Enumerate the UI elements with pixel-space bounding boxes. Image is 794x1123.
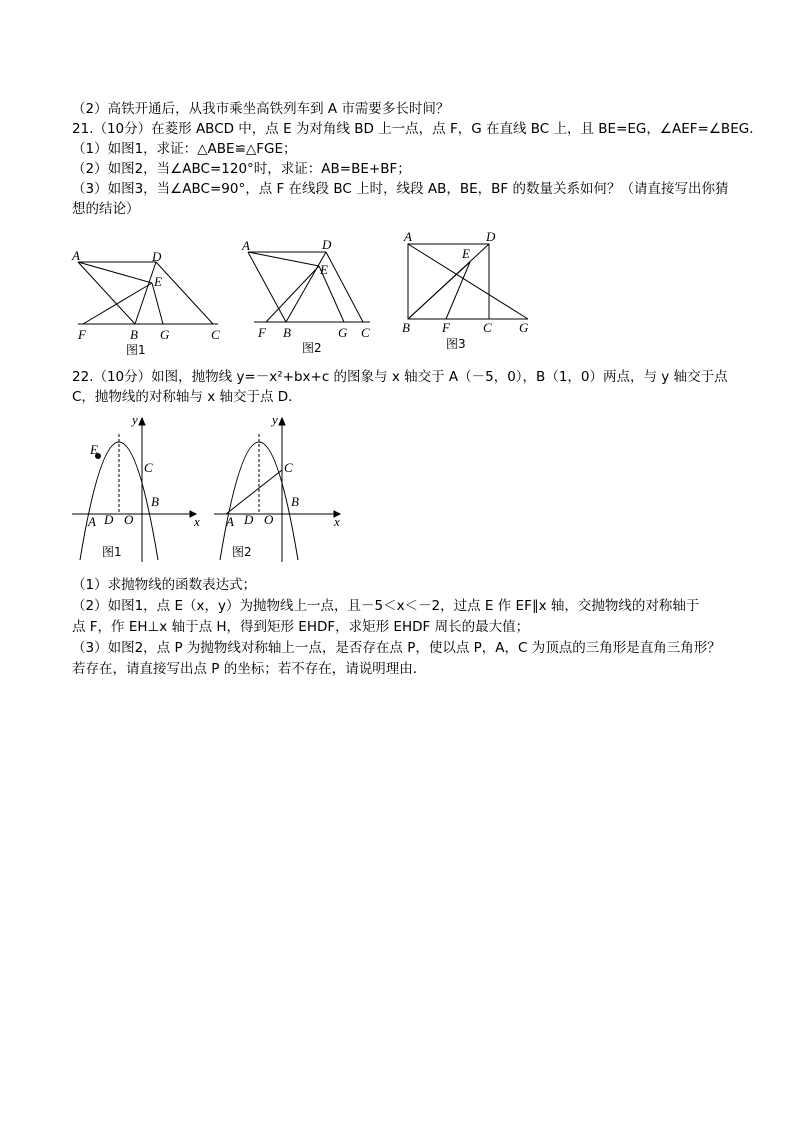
fig3-label-g: G <box>519 320 529 335</box>
fig2-label-f: F <box>258 325 266 340</box>
q22-figure-1 <box>66 410 206 566</box>
fig2-label-g: G <box>338 325 348 340</box>
q22f2-label-x: x <box>334 514 340 529</box>
q22-part3-cont: 若存在，请直接写出点 P 的坐标；若不存在，请说明理由． <box>72 661 427 677</box>
fig2-label-e: E <box>320 262 328 277</box>
fig3-label-a: A <box>404 229 412 244</box>
q22f2-label-a: A <box>226 514 234 529</box>
q22f1-label-a: A <box>88 514 96 529</box>
q22f2-label-b: B <box>291 494 299 509</box>
fig1-label-d: D <box>152 249 162 264</box>
fig3-label-e: E <box>462 246 470 261</box>
fig3-label-d: D <box>486 229 496 244</box>
q21-figure-3 <box>398 228 538 354</box>
q21-part1: （1）如图1，求证：△ABE≌△FGE； <box>72 141 297 157</box>
q21-figure-1 <box>68 244 228 360</box>
q22-stem-cont: C，抛物线的对称轴与 x 轴交于点 D． <box>72 389 302 405</box>
q22f2-label-c: C <box>284 460 293 475</box>
q22f2-label-d: D <box>244 512 254 527</box>
q22f1-label-d: D <box>104 512 114 527</box>
fig1-label-e: E <box>154 274 162 289</box>
fig2-label-a: A <box>242 238 250 253</box>
fig3-label-c: C <box>483 320 492 335</box>
q22f1-label-x: x <box>194 514 200 529</box>
q22f2-caption: 图2 <box>232 545 252 559</box>
q22f1-label-y: y <box>132 412 138 427</box>
fig1-label-f: F <box>78 327 86 342</box>
fig2-label-b: B <box>283 325 291 340</box>
q22f1-label-o: O <box>124 512 134 527</box>
q21-stem: 21.（10分）在菱形 ABCD 中，点 E 为对角线 BD 上一点，点 F，G 在直线 BC 上，且 BE=EG，∠AEF=∠BEG． <box>72 121 763 137</box>
q22f1-label-c: C <box>144 460 153 475</box>
q22-part3: （3）如图2，点 P 为抛物线对称轴上一点，是否存在点 P，使以点 P，A，C 为顶点的三角形是直角三角形？ <box>72 640 721 656</box>
q22f1-label-b: B <box>151 494 159 509</box>
q22-stem: 22.（10分）如图，抛物线 y=－x²+bx+c 的图象与 x 轴交于 A（－5，0），B（1，0）两点，与 y 轴交于点 <box>72 369 728 385</box>
fig1-label-g: G <box>160 327 170 342</box>
fig1-label-c: C <box>211 327 220 342</box>
q22-figure-2 <box>206 410 346 566</box>
q22f2-label-y: y <box>272 412 278 427</box>
fig1-label-a: A <box>72 248 80 263</box>
fig2-label-c: C <box>361 325 370 340</box>
q22-part2-cont: 点 F，作 EH⊥x 轴于点 H，得到矩形 EHDF，求矩形 EHDF 周长的最大值； <box>72 619 530 635</box>
q22-part1: （1）求抛物线的函数表达式； <box>72 577 257 593</box>
q22f1-label-e: E <box>90 442 98 457</box>
fig1-label-b: B <box>130 327 138 342</box>
q21-figure-2 <box>238 236 378 356</box>
fig3-caption: 图3 <box>446 337 466 351</box>
q22-part2: （2）如图1，点 E（x，y）为抛物线上一点，且－5＜x＜－2，过点 E 作 EF∥x 轴，交抛物线的对称轴于 <box>72 598 700 614</box>
q21-part2: （2）如图2，当∠ABC=120°时，求证：AB=BE+BF； <box>72 161 411 177</box>
fig2-caption: 图2 <box>302 341 322 355</box>
fig3-label-b: B <box>402 320 410 335</box>
q21-part3: （3）如图3，当∠ABC=90°，点 F 在线段 BC 上时，线段 AB，BE，BF 的数量关系如何？（请直接写出你猜 <box>72 181 729 197</box>
q22f1-caption: 图1 <box>102 545 122 559</box>
q21-part3-cont: 想的结论） <box>72 201 140 217</box>
fig2-label-d: D <box>322 237 332 252</box>
fig3-label-f: F <box>442 320 450 335</box>
q20-part2: （2）高铁开通后，从我市乘坐高铁列车到 A 市需要多长时间？ <box>72 101 450 117</box>
q22f2-label-o: O <box>264 512 274 527</box>
fig1-caption: 图1 <box>126 343 146 357</box>
